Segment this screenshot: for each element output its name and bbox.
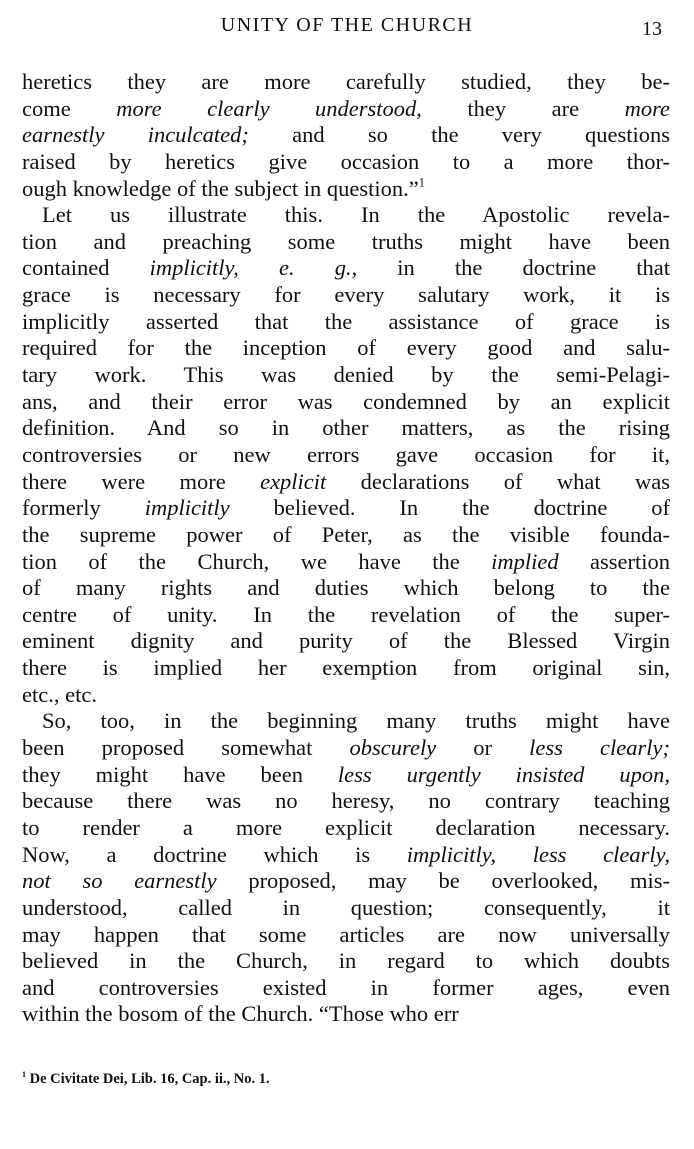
- text-line: [22, 442, 670, 469]
- text-run: etc., etc.: [22, 681, 97, 707]
- italic-run: more clearly understood,: [116, 95, 422, 121]
- text-line: [22, 922, 670, 949]
- text-run: there were more: [22, 468, 261, 494]
- text-run: within the bosom of the Church. “Those who err: [22, 1001, 459, 1027]
- text-run: believed. In the doctrine of: [229, 495, 671, 521]
- text-run: ough knowledge of the subject in question.”: [22, 175, 419, 201]
- text-run: because there was no heresy, no contrary teaching: [22, 788, 670, 814]
- text-line: [22, 895, 670, 922]
- text-run: been proposed somewhat: [22, 735, 350, 761]
- text-line: [22, 815, 670, 842]
- text-run: tion and preaching some truths might have been: [22, 228, 670, 254]
- italic-run: implicitly: [144, 495, 230, 521]
- text-run: definition. And so in other matters, as the rising: [22, 415, 670, 441]
- text-line: [22, 282, 670, 309]
- italic-run: explicit: [260, 468, 327, 494]
- text-line: [22, 149, 670, 176]
- text-line: [22, 362, 670, 389]
- text-line: [22, 602, 670, 629]
- text-run: may happen that some articles are now universally: [22, 921, 670, 947]
- footnote: [22, 1071, 670, 1088]
- text-run: there is implied her exemption from original sin,: [22, 655, 670, 681]
- text-run: eminent dignity and purity of the Blessed Virgin: [22, 628, 670, 654]
- text-line: [22, 69, 670, 96]
- text-line: [22, 469, 670, 496]
- text-line: [22, 948, 670, 975]
- text-run: the supreme power of Peter, as the visible founda-: [22, 521, 670, 547]
- text-run: So, too, in the beginning many truths might have: [42, 708, 670, 734]
- text-run: come: [22, 95, 117, 121]
- text-line: [22, 788, 670, 815]
- text-line: [22, 762, 670, 789]
- italic-run: not so earnestly: [22, 868, 217, 894]
- text-run: in the doctrine that: [357, 255, 671, 281]
- text-line: [22, 628, 670, 655]
- text-run: raised by heretics give occasion to a more thor-: [22, 148, 670, 174]
- running-title: UNITY OF THE CHURCH: [220, 14, 474, 36]
- text-line: [22, 335, 670, 362]
- text-line: [22, 708, 670, 735]
- text-line: [22, 202, 670, 229]
- text-run: to render a more explicit declaration necessary.: [22, 814, 670, 840]
- text-line: [22, 655, 670, 682]
- text-run: grace is necessary for every salutary work, it is: [22, 282, 670, 308]
- page-header: [0, 14, 694, 42]
- text-line: [22, 522, 670, 549]
- italic-run: implicitly, e. g.,: [149, 255, 358, 281]
- text-run: centre of unity. In the revelation of the super-: [22, 601, 670, 627]
- text-run: declarations of what was: [326, 468, 671, 494]
- text-line: [22, 96, 670, 123]
- footnote-marker: 1: [22, 1070, 26, 1080]
- text-run: ans, and their error was condemned by an explicit: [22, 388, 670, 414]
- text-line: [22, 735, 670, 762]
- text-line: [22, 975, 670, 1002]
- italic-run: more: [624, 95, 671, 121]
- italic-run: obscurely: [349, 735, 437, 761]
- text-run: Let us illustrate this. In the Apostolic revela-: [42, 202, 670, 228]
- text-run: required for the inception of every good and salu-: [22, 335, 670, 361]
- italic-run: implicitly, less clearly,: [406, 841, 670, 867]
- text-run: or: [436, 735, 530, 761]
- text-line: [22, 255, 670, 282]
- text-line: [22, 1001, 670, 1028]
- footnote-reference: 1: [418, 175, 425, 190]
- text-line: [22, 842, 670, 869]
- text-run: Now, a doctrine which is: [22, 841, 407, 867]
- footnote-text: De Civitate Dei, Lib. 16, Cap. ii., No. 1.: [29, 1071, 270, 1087]
- text-run: contained: [22, 255, 150, 281]
- text-line: [22, 415, 670, 442]
- italic-run: implied: [491, 548, 559, 574]
- text-line: [22, 389, 670, 416]
- text-run: and controversies existed in former ages, even: [22, 974, 670, 1000]
- text-line: [22, 495, 670, 522]
- text-line: [22, 575, 670, 602]
- text-line: [22, 682, 670, 709]
- text-line: [22, 122, 670, 149]
- text-line: [22, 229, 670, 256]
- page-number: 13: [642, 18, 662, 40]
- italic-run: less urgently insisted upon,: [337, 761, 670, 787]
- text-run: tary work. This was denied by the semi-Pelagi-: [22, 362, 670, 388]
- text-run: controversies or new errors gave occasion for it,: [22, 441, 670, 467]
- text-run: understood, called in question; consequently, it: [22, 894, 670, 920]
- text-line: [22, 309, 670, 336]
- text-line: [22, 868, 670, 895]
- text-run: implicitly asserted that the assistance of grace is: [22, 308, 670, 334]
- text-run: proposed, may be overlooked, mis-: [216, 868, 671, 894]
- text-run: and so the very questions: [248, 122, 670, 148]
- text-line: [22, 176, 670, 203]
- italic-run: earnestly inculcated;: [22, 122, 249, 148]
- text-run: tion of the Church, we have the: [22, 548, 492, 574]
- text-run: of many rights and duties which belong to the: [22, 575, 670, 601]
- text-run: they might have been: [22, 761, 338, 787]
- text-run: heretics they are more carefully studied, they be-: [22, 69, 670, 94]
- body-text: [22, 69, 670, 1028]
- text-run: formerly: [22, 495, 145, 521]
- text-run: assertion: [558, 548, 670, 574]
- text-line: [22, 549, 670, 576]
- italic-run: less clearly;: [529, 735, 670, 761]
- text-run: believed in the Church, in regard to which doubts: [22, 948, 670, 974]
- text-run: they are: [421, 95, 625, 121]
